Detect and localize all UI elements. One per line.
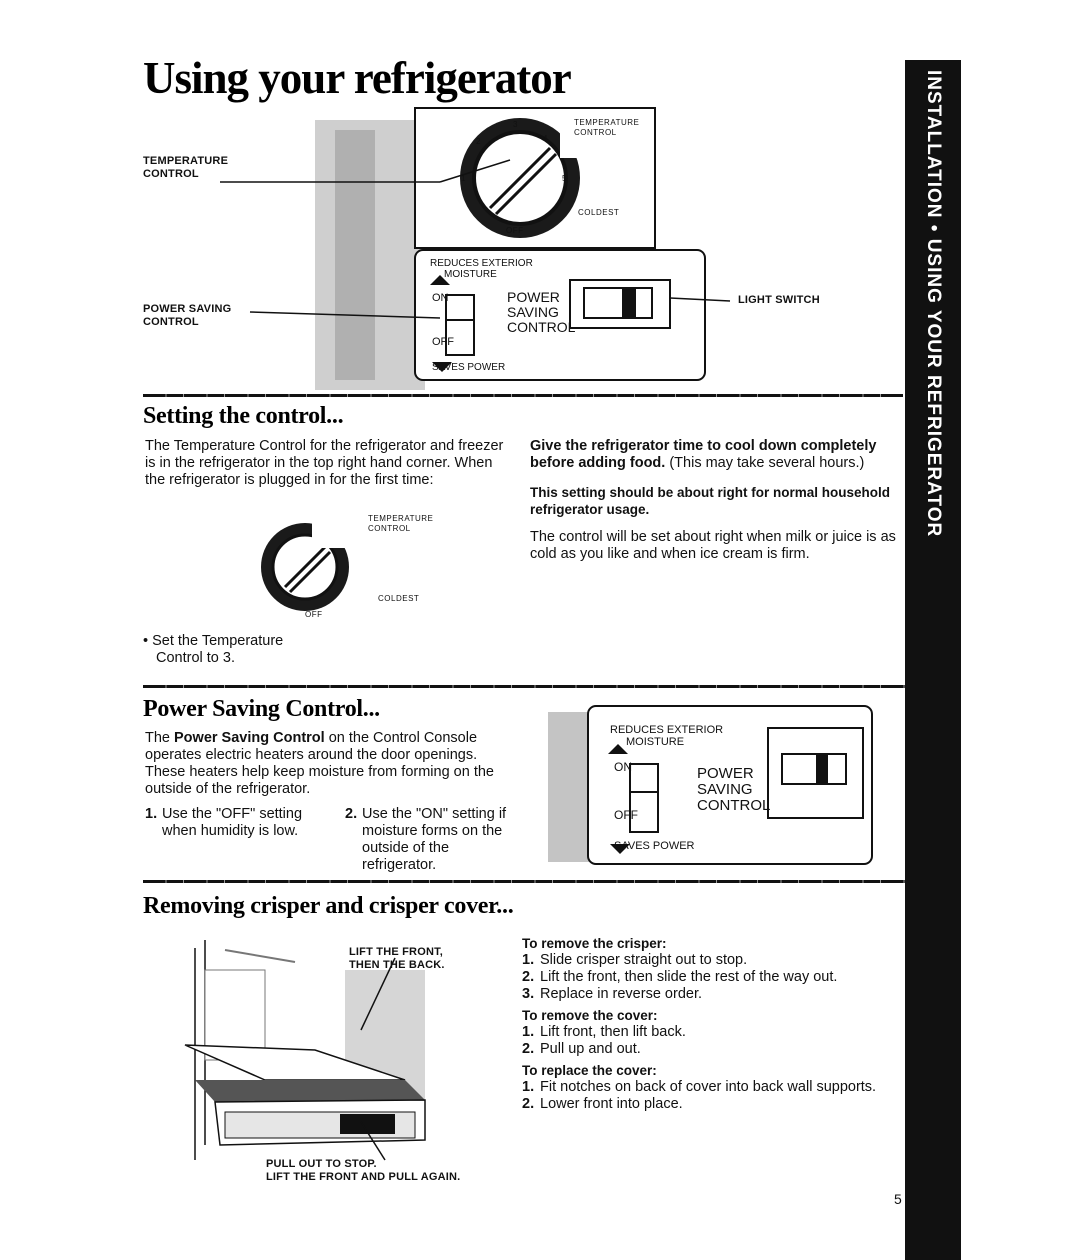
replace-cover-heading: To replace the cover: [522,1063,657,1078]
step-number: 1. [522,1024,535,1040]
power-step-2-number: 2. [345,806,358,822]
section-heading-crisper: Removing crisper and crisper cover... [143,893,514,919]
power-panel-reduces-label [610,724,723,748]
remove-cover-heading: To remove the cover: [522,1008,658,1023]
list-item [522,1079,902,1096]
step-number: 1. [522,952,535,968]
control-console-illustration [140,100,860,400]
dial-caption-line2: CONTROL [574,128,617,137]
crisper-instructions [522,935,902,1113]
panel-reduces-label [430,258,533,280]
crisper-label-lift-line1: LIFT THE FRONT, [349,946,444,958]
dial-off-label: OFF [506,226,524,235]
page-number: 5 [894,1191,902,1207]
setting-dial-caption-1: TEMPERATURE [368,514,434,523]
setting-dial-figure [250,512,370,617]
step-text: Lift the front, then slide the rest of the way out. [540,969,838,985]
setting-dial-coldest: COLDEST [378,594,420,603]
list-item [522,986,902,1003]
list-item [522,952,902,969]
setting-cooldown-note: (This may take several hours.) [665,455,865,471]
setting-dial-off: OFF [305,610,323,619]
power-panel-on-label: ON [614,760,632,774]
dial-number-2: 2 [476,137,481,146]
fig-label-power-line1: POWER SAVING [143,303,232,315]
panel-on-label: ON [432,292,449,304]
list-item [522,969,902,986]
panel-control-word: CONTROL [507,319,576,335]
power-paragraph [145,730,515,798]
power-para-bold: Power Saving Control [174,730,325,746]
power-step-1-number: 1. [145,806,158,822]
section-divider [143,394,903,397]
dial-caption-line1: TEMPERATURE [574,118,640,127]
panel-power-word: POWER [507,289,560,305]
power-step-2 [345,806,515,874]
step-number: 1. [522,1079,535,1095]
section-divider [143,880,905,883]
list-item [522,1041,902,1058]
power-panel-control-word: CONTROL [697,797,771,814]
panel-saves-power-label: SAVES POWER [432,362,506,373]
control-console-figure [140,100,860,400]
fig-label-power-saving-control [143,303,231,329]
section-divider [143,685,905,688]
power-step-2-text: Use the "ON" setting if moisture forms on the outside of the refrigerator. [362,806,507,873]
panel-saving-word: SAVING [507,304,559,320]
section-heading-power: Power Saving Control... [143,696,380,722]
setting-paragraph: The Temperature Control for the refrigerator and freezer is in the refrigerator in the top right hand corner. When the refrigerator is plugged in for the first time: [145,438,504,488]
setting-bullet-line1: • Set the Temperature [143,633,284,649]
setting-right-column [530,438,898,563]
fig-label-temp-line1: TEMPERATURE [143,155,229,167]
setting-dial-illustration [250,512,370,612]
dial-number-3: 3 [513,120,518,129]
setting-bullet-line2: Control to 3. [156,650,235,666]
crisper-label-pull [266,1158,460,1184]
step-text: Lift front, then lift back. [540,1024,686,1040]
panel-off-label: OFF [432,336,454,348]
setting-control-paragraph: The control will be set about right when milk or juice is as cold as you like and when ice cream is firm. [530,529,896,562]
power-panel-reduces-line2: MOISTURE [626,736,685,748]
step-number: 2. [522,1041,535,1057]
power-step-1-text: Use the "OFF" setting when humidity is low. [162,806,303,839]
power-panel-saves-power: SAVES POWER [614,840,695,852]
crisper-label-lift [349,946,445,972]
dial-number-4: 4 [543,134,548,143]
list-item [522,1024,902,1041]
setting-dial-caption-2: CONTROL [368,524,411,533]
power-panel-reduces-line1: REDUCES EXTERIOR [610,724,724,736]
fig-label-temperature-control [143,155,228,181]
replace-cover-steps [522,1079,902,1113]
step-text: Fit notches on back of cover into back wall supports. [540,1079,877,1095]
power-para-pre: The [145,730,175,746]
dial-number-1: 1 [461,174,466,183]
section-heading-setting: Setting the control... [143,403,344,429]
setting-normal-usage: This setting should be about right for normal household refrigerator usage. [530,485,890,517]
power-panel-saving-word: SAVING [697,781,753,798]
side-tab-label: INSTALLATION • USING YOUR REFRIGERATOR [923,70,944,538]
list-item [522,1096,902,1113]
fig-label-light-switch: LIGHT SWITCH [738,294,820,306]
crisper-label-pull-line1: PULL OUT TO STOP. [266,1158,377,1170]
fig-label-power-line2: CONTROL [143,316,199,328]
page-title: Using your refrigerator [143,53,571,103]
power-para-post: on the Control Console operates electric heaters around the door openings. These heaters help keep moisture from forming on the outside of the refrigerator. [145,730,494,797]
power-panel-power-saving-label [697,766,770,814]
step-text: Lower front into place. [540,1096,683,1112]
dial-coldest-label: COLDEST [578,208,620,217]
remove-crisper-steps [522,952,902,1003]
step-number: 2. [522,1096,535,1112]
setting-bullet [143,633,283,667]
dial-number-5: 5 [562,174,567,183]
remove-crisper-heading: To remove the crisper: [522,936,667,951]
step-text: Replace in reverse order. [540,986,702,1002]
panel-reduces-line2: MOISTURE [444,269,497,280]
step-text: Pull up and out. [540,1041,641,1057]
crisper-label-pull-line2: LIFT THE FRONT AND PULL AGAIN. [266,1171,461,1183]
step-number: 3. [522,986,535,1002]
step-text: Slide crisper straight out to stop. [540,952,748,968]
power-panel-power-word: POWER [697,765,754,782]
crisper-label-lift-line2: THEN THE BACK. [349,959,445,971]
setting-cooldown-bold: Give the refrigerator time to cool down completely before adding food. [530,438,877,471]
fig-label-temp-line2: CONTROL [143,168,199,180]
side-section-tab [905,60,961,1260]
power-panel-off-label: OFF [614,808,638,822]
step-number: 2. [522,969,535,985]
power-step-1 [145,806,315,840]
remove-cover-steps [522,1024,902,1058]
panel-reduces-line1: REDUCES EXTERIOR [430,258,533,269]
panel-power-saving-label [507,290,575,335]
